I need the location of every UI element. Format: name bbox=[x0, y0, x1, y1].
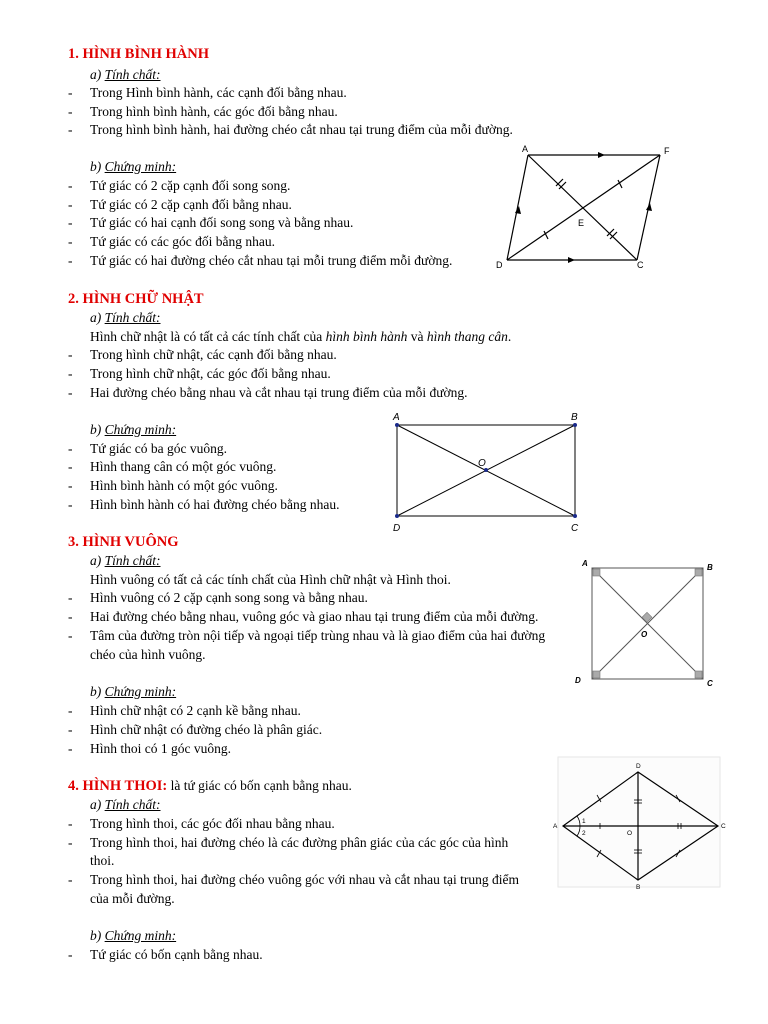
label-word: Chứng minh: bbox=[104, 928, 177, 943]
bullet-dash: - bbox=[68, 347, 73, 362]
vertex-label-b: B bbox=[571, 412, 578, 423]
bullet-dash: - bbox=[68, 441, 73, 456]
bullet-dash: - bbox=[68, 872, 73, 887]
vertex-label-d: D bbox=[636, 763, 641, 770]
vertex-label-c: C bbox=[707, 679, 713, 688]
bullet-dash: - bbox=[68, 741, 73, 756]
angle-label-2: 2 bbox=[582, 830, 586, 837]
bullet-dash: - bbox=[68, 459, 73, 474]
intro-text-part: Hình chữ nhật là có tất cả các tính chất của bbox=[90, 329, 326, 344]
list-item-text: Trong hình chữ nhật, các góc đối bằng nhau. bbox=[90, 366, 331, 381]
label-word: Tính chất: bbox=[104, 67, 161, 82]
vertex-label-a: A bbox=[522, 144, 529, 154]
list-item-text: Hình chữ nhật có 2 cạnh kề bằng nhau. bbox=[90, 703, 301, 718]
list-item-text: Hai đường chéo bằng nhau và cắt nhau tại trung điểm của mỗi đường. bbox=[90, 385, 468, 400]
list-item-text: Tứ giác có bốn cạnh bằng nhau. bbox=[90, 947, 263, 962]
bullet-dash: - bbox=[68, 215, 73, 230]
section-heading-square: 3. HÌNH VUÔNG bbox=[68, 534, 179, 550]
label-word: Chứng minh: bbox=[104, 684, 177, 699]
intro-text: Hình vuông có tất cả các tính chất của Hình chữ nhật và Hình thoi. bbox=[90, 572, 451, 587]
angle-label-1: 1 bbox=[582, 818, 586, 825]
vertex-label-c: C bbox=[721, 823, 726, 830]
bullet-dash: - bbox=[68, 722, 73, 737]
bullet-dash: - bbox=[68, 104, 73, 119]
list-item-text: Tứ giác có hai cạnh đối song song và bằng nhau. bbox=[90, 215, 354, 230]
label-prefix: a) bbox=[90, 553, 105, 568]
bullet-dash: - bbox=[68, 816, 73, 831]
label-word: Chứng minh: bbox=[104, 422, 177, 437]
label-prefix: b) bbox=[90, 159, 105, 174]
vertex-label-o: O bbox=[478, 458, 486, 469]
vertex-label-a: A bbox=[553, 823, 558, 830]
bullet-dash: - bbox=[68, 385, 73, 400]
intro-text-part: và bbox=[407, 329, 427, 344]
list-item-text: Tứ giác có các góc đối bằng nhau. bbox=[90, 234, 275, 249]
label-prefix: a) bbox=[90, 797, 105, 812]
intro-text-italic: hình bình hành bbox=[325, 329, 408, 344]
list-item-text: Trong hình thoi, hai đường chéo vuông góc với nhau và cắt nhau tại trung điểm bbox=[90, 872, 520, 887]
bullet-dash: - bbox=[68, 178, 73, 193]
list-item-text: Trong hình thoi, các góc đối nhau bằng nhau. bbox=[90, 816, 335, 831]
label-prefix: a) bbox=[90, 310, 105, 325]
vertex-label-d: D bbox=[393, 523, 401, 534]
vertex-label-a: A bbox=[582, 559, 588, 568]
section-heading-rectangle: 2. HÌNH CHỮ NHẬT bbox=[68, 291, 204, 307]
bullet-dash: - bbox=[68, 947, 73, 962]
bullet-dash: - bbox=[68, 253, 73, 268]
label-prefix: b) bbox=[90, 422, 105, 437]
bullet-dash: - bbox=[68, 85, 73, 100]
bullet-dash: - bbox=[68, 366, 73, 381]
vertex-label-f: F bbox=[664, 146, 670, 156]
list-item-continuation: của mỗi đường. bbox=[90, 891, 175, 906]
bullet-dash: - bbox=[68, 122, 73, 137]
section-heading-definition: là tứ giác có bốn cạnh bằng nhau. bbox=[167, 778, 352, 793]
bullet-dash: - bbox=[68, 609, 73, 624]
list-item-text: Trong hình chữ nhật, các cạnh đối bằng nhau. bbox=[90, 347, 337, 362]
vertex-label-o: O bbox=[641, 630, 648, 639]
vertex-label-b: B bbox=[636, 884, 641, 891]
vertex-label-a: A bbox=[393, 412, 400, 423]
label-word: Chứng minh: bbox=[104, 159, 177, 174]
list-item-text: Trong hình bình hành, các góc đối bằng nhau. bbox=[90, 104, 338, 119]
bullet-dash: - bbox=[68, 628, 73, 643]
label-prefix: b) bbox=[90, 928, 105, 943]
bullet-dash: - bbox=[68, 703, 73, 718]
section-heading-text: 4. HÌNH THOI: bbox=[68, 778, 168, 794]
vertex-label-e: E bbox=[578, 218, 585, 228]
list-item-text: Hình thoi có 1 góc vuông. bbox=[90, 741, 231, 756]
list-item-continuation: chéo của hình vuông. bbox=[90, 647, 206, 662]
list-item-text: Trong Hình bình hành, các cạnh đối bằng nhau. bbox=[90, 85, 347, 100]
label-word: Tính chất: bbox=[104, 310, 161, 325]
list-item-text: Hình bình hành có hai đường chéo bằng nhau. bbox=[90, 497, 340, 512]
bullet-dash: - bbox=[68, 590, 73, 605]
list-item-text: Trong hình thoi, hai đường chéo là các đường phân giác của các góc của hình bbox=[90, 835, 509, 850]
list-item-text: Tứ giác có 2 cặp cạnh đối song song. bbox=[90, 178, 291, 193]
label-word: Tính chất: bbox=[104, 553, 161, 568]
bullet-dash: - bbox=[68, 835, 73, 850]
vertex-label-d: D bbox=[575, 676, 581, 685]
section-heading-parallelogram: 1. HÌNH BÌNH HÀNH bbox=[68, 46, 209, 62]
list-item-text: Hai đường chéo bằng nhau, vuông góc và giao nhau tại trung điểm của mỗi đường. bbox=[90, 609, 539, 624]
list-item-text: Tâm của đường tròn nội tiếp và ngoại tiếp trùng nhau và là giao điểm của hai đường bbox=[90, 628, 546, 643]
intro-text-italic: hình thang cân bbox=[426, 329, 508, 344]
label-word: Tính chất: bbox=[104, 797, 161, 812]
vertex-label-d: D bbox=[496, 260, 503, 270]
list-item-text: Tứ giác có hai đường chéo cắt nhau tại mỗi trung điểm mỗi đường. bbox=[90, 253, 453, 268]
list-item-text: Hình vuông có 2 cặp cạnh song song và bằng nhau. bbox=[90, 590, 368, 605]
bullet-dash: - bbox=[68, 497, 73, 512]
list-item-continuation: thoi. bbox=[90, 853, 115, 868]
vertex-label-o: O bbox=[627, 830, 633, 837]
list-item-text: Tứ giác có 2 cặp cạnh đối bằng nhau. bbox=[90, 197, 292, 212]
bullet-dash: - bbox=[68, 197, 73, 212]
list-item-text: Hình chữ nhật có đường chéo là phân giác. bbox=[90, 722, 323, 737]
bullet-dash: - bbox=[68, 478, 73, 493]
label-prefix: a) bbox=[90, 67, 105, 82]
vertex-label-b: B bbox=[707, 563, 713, 572]
list-item-text: Trong hình bình hành, hai đường chéo cắt nhau tại trung điểm của mỗi đường. bbox=[90, 122, 513, 137]
vertex-label-c: C bbox=[637, 260, 644, 270]
list-item-text: Hình thang cân có một góc vuông. bbox=[90, 459, 277, 474]
intro-text-part: . bbox=[507, 329, 512, 344]
vertex-label-c: C bbox=[571, 523, 579, 534]
label-prefix: b) bbox=[90, 684, 105, 699]
bullet-dash: - bbox=[68, 234, 73, 249]
list-item-text: Hình bình hành có một góc vuông. bbox=[90, 478, 278, 493]
list-item-text: Tứ giác có ba góc vuông. bbox=[90, 441, 228, 456]
